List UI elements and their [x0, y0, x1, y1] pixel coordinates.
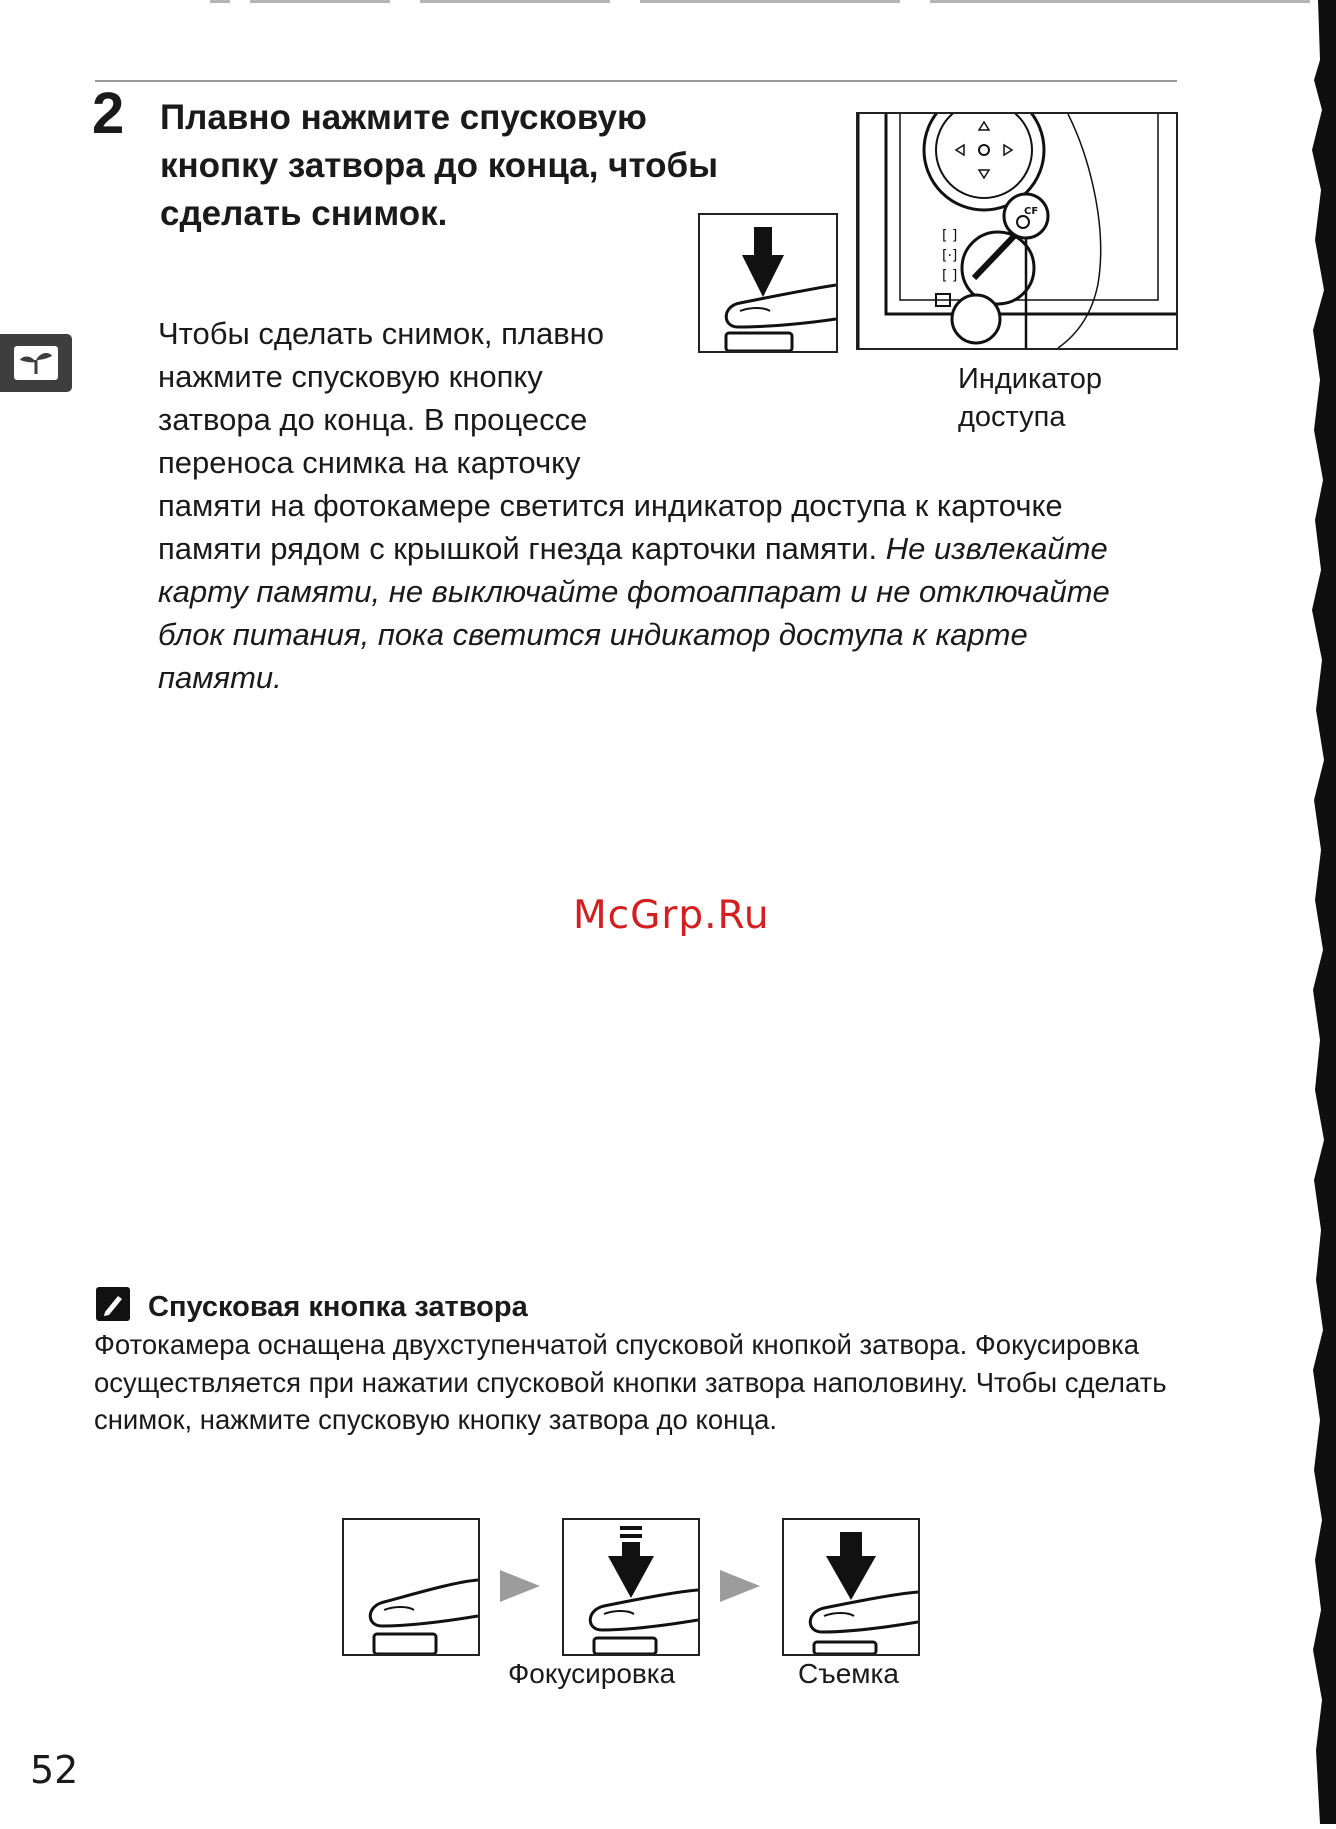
caption-line-1: Индикатор — [958, 363, 1103, 395]
shutter-rest-illustration — [342, 1518, 480, 1656]
description-rest: памяти на фотокамере светится индикатор доступа к карточке памяти рядом с крышкой гнезда карточки памяти. — [158, 488, 1063, 566]
svg-text:[·]: [·] — [942, 248, 958, 264]
caption-line-2: доступа — [958, 401, 1066, 433]
svg-text:[ ]: [ ] — [942, 268, 958, 284]
chapter-tab — [0, 334, 72, 392]
note-title: Спусковая кнопка затвора — [148, 1291, 528, 1323]
focus-label: Фокусировка — [508, 1658, 676, 1689]
torn-page-edge — [1306, 0, 1336, 1824]
watermark: McGrp.Ru — [573, 893, 770, 938]
svg-text:[ ]: [ ] — [942, 228, 958, 244]
description-line-4: переноса снимка на карточку — [158, 445, 581, 480]
description-line-3: затвора до конца. В процессе — [158, 402, 588, 437]
slot-label: CF — [1024, 206, 1039, 217]
shutter-half-press-illustration — [562, 1518, 700, 1656]
sprout-icon — [0, 334, 72, 392]
pencil-icon — [96, 1287, 130, 1321]
description-line-2: нажмите спусковую кнопку — [158, 359, 543, 394]
shutter-press-illustration — [698, 213, 838, 353]
camera-body-illustration — [856, 112, 1178, 350]
note-text: Фотокамера оснащена двухступенчатой спусковой кнопкой затвора. Фокусировка осуществляется при нажатии спусковой кнопки затвора наполовину. Чтобы сделать снимок, нажмите спусковую кнопку затвора до конца. — [94, 1329, 1167, 1435]
indicator-caption — [958, 360, 1102, 436]
step-heading: Плавно нажмите спусковую кнопку затвора до конца, чтобы сделать снимок. — [160, 98, 719, 233]
shutter-full-press-illustration — [782, 1518, 920, 1656]
shoot-label: Съемка — [798, 1658, 899, 1689]
description-line-1: Чтобы сделать снимок, плавно — [158, 316, 605, 351]
page-number: 52 — [30, 1748, 79, 1792]
arrow-right-icon — [716, 1562, 764, 1610]
header-rule — [95, 80, 1177, 82]
top-scan-edge — [210, 0, 1310, 4]
arrow-right-icon — [496, 1562, 544, 1610]
warning-text: Не извлекайте карту памяти, не выключайте фотоаппарат и не отключайте блок питания, пока светится индикатор доступа к карте памяти. — [158, 531, 1110, 695]
step-number: 2 — [92, 81, 125, 146]
